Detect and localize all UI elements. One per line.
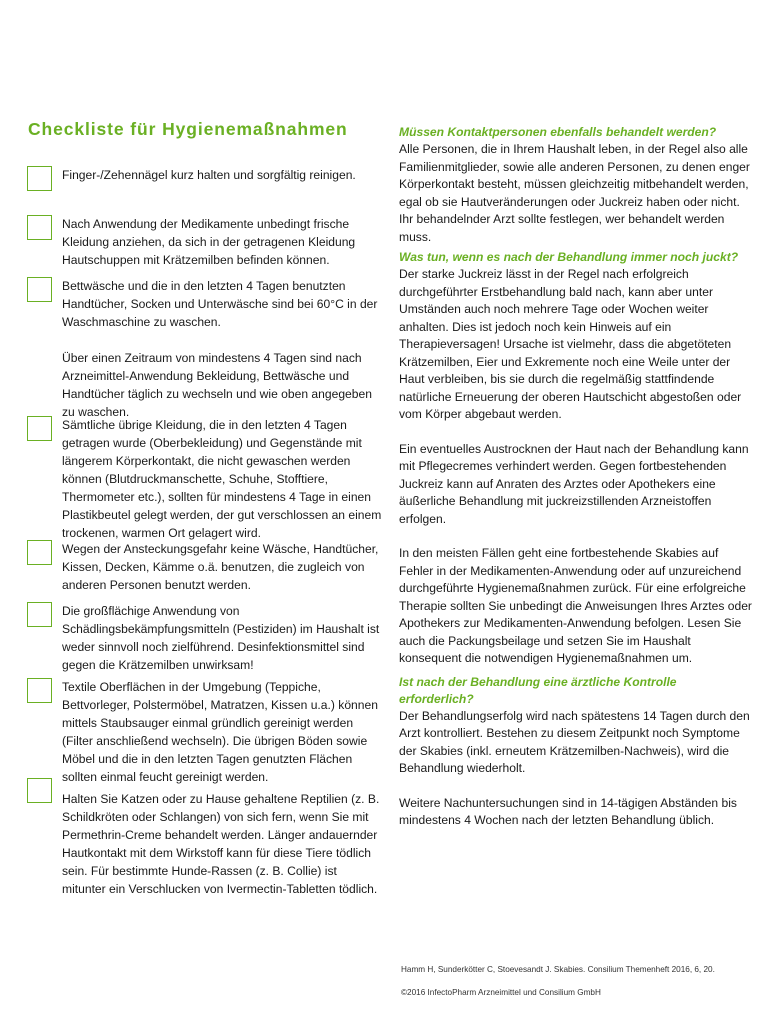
faq-answer: Alle Personen, die in Ihrem Haushalt leben, in der Regel also alle Familienmitglieder, sowie alle anderen Personen, zu denen enger Körperkontakt besteht, müssen gleichzeitig mitbehandelt werden, egal ob sie Hautveränderungen oder Juckreiz haben oder nicht. Ihr behandelnder Arzt sollte festlegen, wer behandelt werden muss. <box>399 142 750 244</box>
checklist-text: Wegen der Ansteckungsgefahr keine Wäsche, Handtücher, Kissen, Decken, Kämme o.ä. benutzen, die zugleich von anderen Personen benutzt werden. <box>62 542 379 592</box>
checkbox[interactable] <box>27 416 52 441</box>
checklist-text: Über einen Zeitraum von mindestens 4 Tagen sind nach Arzneimittel-Anwendung Bekleidung, Bettwäsche und Handtücher täglich zu wechseln und wie oben angegeben zu waschen. <box>62 351 372 419</box>
faq-question: Ist nach der Behandlung eine ärztliche Kontrolle erforderlich? <box>399 674 677 706</box>
faq-answer: Der starke Juckreiz lässt in der Regel nach erfolgreich durchgeführter Erstbehandlung bald nach, kann aber unter Umständen auch noch mehrere Tage oder Wochen weiter anhalten. Dies ist jedoch noch kein Hinweis auf ein Therapieversagen! Ursache ist vielmehr, dass die abgetöteten Krätzemilben, Eier und Exkremente noch eine Weile unter der Haut verbleiben, bis sie durch die regelmäßig stattfindende natürliche Erneuerung der oberen Hautschicht abgestoßen oder vom Körper abgebaut werden. <box>399 267 742 421</box>
faq-column <box>399 124 752 833</box>
faq-answer: Weitere Nachuntersuchungen sind in 14-tägigen Abständen bis mindestens 4 Wochen nach der letzten Behandlung üblich. <box>399 795 737 827</box>
checklist-text: Nach Anwendung der Medikamente unbedingt frische Kleidung anziehen, da sich in der getragenen Kleidung Hautschuppen mit Krätzemilben befinden können. <box>62 217 356 267</box>
faq-question: Was tun, wenn es nach der Behandlung immer noch juckt? <box>399 250 739 264</box>
faq-answer: Der Behandlungserfolg wird nach spätestens 14 Tagen durch den Arzt kontrolliert. Bestehen zu diesem Zeitpunkt noch Symptome der Skabies (inkl. erneutem Krätzemilben-Nachweis), wird die Behandlung wiederholt. <box>399 708 750 775</box>
checklist-text: Bettwäsche und die in den letzten 4 Tagen benutzten Handtücher, Socken und Unterwäsche sind bei 60°C in der Waschmaschine zu waschen. <box>62 279 378 329</box>
checkbox[interactable] <box>27 540 52 565</box>
checkbox[interactable] <box>27 277 52 302</box>
faq-question: Müssen Kontaktpersonen ebenfalls behandelt werden? <box>399 125 717 139</box>
checkbox[interactable] <box>27 678 52 703</box>
checkbox[interactable] <box>27 215 52 240</box>
checkbox[interactable] <box>27 166 52 191</box>
copyright: ©2016 InfectoPharm Arzneimittel und Consilium GmbH <box>401 988 601 997</box>
checklist-text: Halten Sie Katzen oder zu Hause gehaltene Reptilien (z. B. Schildkröten oder Schlangen) von sich fern, wenn Sie mit Permethrin-Creme behandelt werden. Länger andauernder Hautkontakt mit dem Wirkstoff kann für diese Tiere tödlich sein. Für bestimmte Hunde-Rassen (z. B. Collie) ist mitunter ein Verschlucken von Ivermectin-Tabletten tödlich. <box>62 792 380 896</box>
checkbox[interactable] <box>27 602 52 627</box>
checkbox[interactable] <box>27 778 52 803</box>
checklist-text: Die großflächige Anwendung von Schädlingsbekämpfungsmitteln (Pestiziden) im Haushalt ist weder sinnvoll noch zielführend. Desinfektionsmittel sind gegen die Krätzemilben unwirksam! <box>62 604 380 672</box>
citation: Hamm H, Sunderkötter C, Stoevesandt J. Skabies. Consilium Themenheft 2016, 6, 20. <box>401 965 715 974</box>
checklist-text: Finger-/Zehennägel kurz halten und sorgfältig reinigen. <box>62 168 356 182</box>
faq-answer: In den meisten Fällen geht eine fortbestehende Skabies auf Fehler in der Medikamenten-Anwendung oder auf unzureichend durchgeführte Hygienemaßnahmen zurück. Für eine erfolgreiche Therapie sollten Sie unbedingt die Anweisungen Ihres Arztes oder Apothekers zur Medikamenten-Anwendung befolgen. Lesen Sie auch die Packungsbeilage und setzen Sie im Haushalt konsequent die notwendigen Hygienemaßnahmen um. <box>399 546 752 665</box>
checklist-text: Sämtliche übrige Kleidung, die in den letzten 4 Tagen getragen wurde (Oberbekleidung) und Gegenstände mit längerem Körperkontakt, die nicht gewaschen werden können (Blutdruckmanschette, Schuhe, Stofftiere, Thermometer etc.), sollten für mindestens 4 Tage in einen Plastikbeutel gelegt werden, der gut verschlossen an einem trockenen, warmen Ort gelagert wird. <box>62 418 382 540</box>
checklist-text: Textile Oberflächen in der Umgebung (Teppiche, Bettvorleger, Polstermöbel, Matratzen, Kissen u.a.) können mittels Staubsauger einmal gründlich gereinigt werden (Filter anschließend wechseln). Die übrigen Böden sowie Möbel und die in den letzten Tagen genutzten Flächen sollten einmal feucht gereinigt werden. <box>62 680 378 784</box>
page-title: Checkliste für Hygienemaßnahmen <box>28 119 348 139</box>
faq-answer: Ein eventuelles Austrocknen der Haut nach der Behandlung kann mit Pflegecremes verhindert werden. Gegen fortbestehenden Juckreiz kann auf Anraten des Arztes oder Apothekers eine äußerliche Behandlung mit juckreizstillenden Arzneistoffen erfolgen. <box>399 441 749 526</box>
